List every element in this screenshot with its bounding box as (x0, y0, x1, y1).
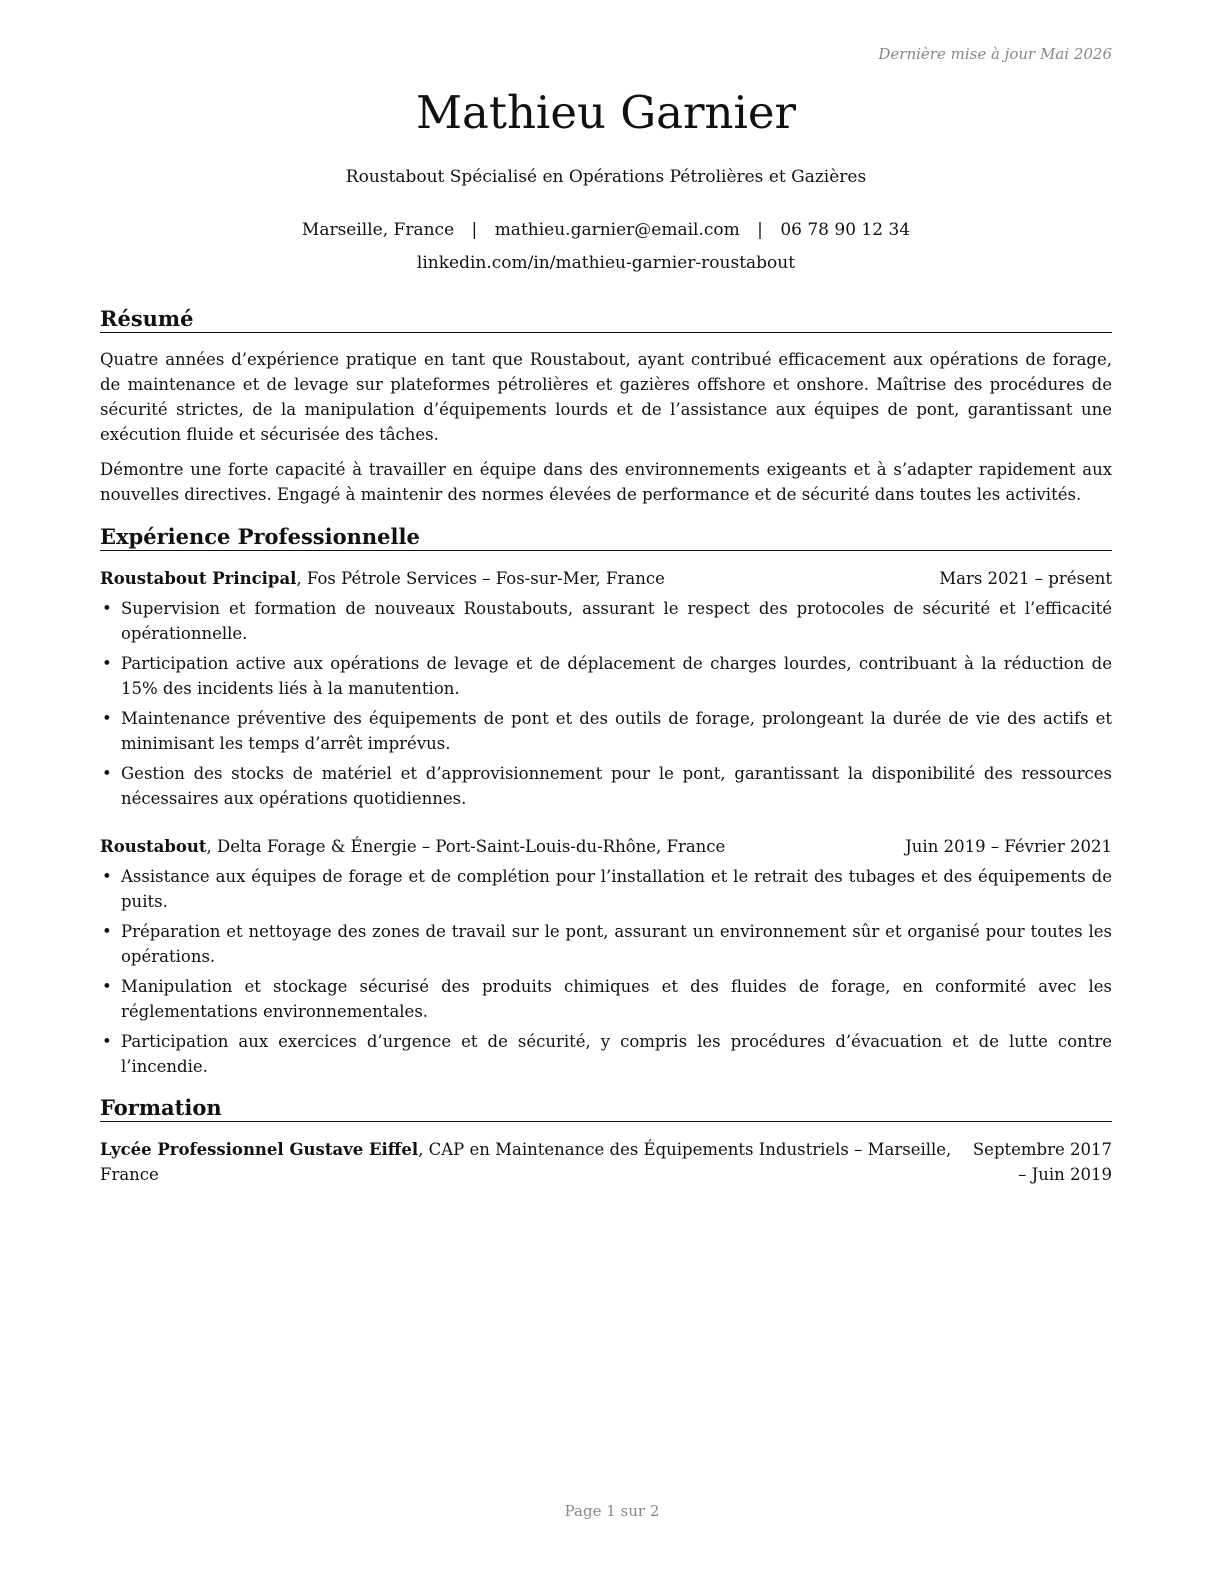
separator: | (471, 220, 478, 240)
bullet-text: Préparation et nettoyage des zones de travail sur le pont, assurant un environnement sûr et organisé pour toutes les opérations. (121, 922, 1112, 966)
job-header (100, 566, 1112, 591)
school-name: Lycée Professionnel Gustave Eiffel (100, 1140, 419, 1159)
list-item (100, 706, 1112, 756)
job-dates: Juin 2019 – Février 2021 (905, 837, 1112, 856)
job-role: Roustabout (100, 837, 207, 856)
summary-paragraph: Quatre années d’expérience pratique en tant que Roustabout, ayant contribué efficacement aux opérations de forage, de maintenance et de levage sur plateformes pétrolières et gazières offshore et onshore. Maîtrise des procédures de sécurité strictes, de la manipulation d’équipements lourds et de l’assistance aux équipes de pont, garantissant une exécution fluide et sécurisée des tâches. (100, 350, 1112, 444)
section-title-summary: Résumé (100, 306, 1112, 333)
bullet-icon: • (102, 1032, 112, 1051)
job-title: Roustabout Spécialisé en Opérations Pétrolières et Gazières (345, 167, 867, 187)
bullet-text: Gestion des stocks de matériel et d’approvisionnement pour le pont, garantissant la disponibilité des ressources nécessaires aux opérations quotidiennes. (121, 764, 1112, 808)
list-item (100, 864, 1112, 914)
job-company: , Fos Pétrole Services – Fos-sur-Mer, France (296, 569, 665, 588)
bullet-icon: • (102, 599, 112, 618)
section-title-experience: Expérience Professionnelle (100, 524, 1112, 551)
bullet-text: Manipulation et stockage sécurisé des produits chimiques et des fluides de forage, en conformité avec les réglementations environnementales. (121, 977, 1112, 1021)
phone: 06 78 90 12 34 (780, 220, 911, 240)
separator: | (757, 220, 763, 240)
bullet-icon: • (102, 654, 112, 673)
job-bullets (100, 596, 1112, 816)
education-details (100, 1137, 980, 1187)
list-item (100, 1029, 1112, 1079)
bullet-text: Maintenance préventive des équipements de pont et des outils de forage, prolongeant la durée de vie des actifs et minimisant les temps d’arrêt imprévus. (121, 709, 1112, 753)
bullet-icon: • (102, 764, 112, 783)
job-dates: Mars 2021 – présent (939, 569, 1112, 588)
candidate-name: Mathieu Garnier (415, 86, 797, 139)
education-entry (100, 1137, 1112, 1187)
linkedin-link[interactable]: linkedin.com/in/mathieu-garnier-roustabout (416, 253, 796, 273)
summary-paragraph: Démontre une forte capacité à travailler en équipe dans des environnements exigeants et à s’adapter rapidement aux nouvelles directives. Engagé à maintenir des normes élevées de performance et de sécurité dans toutes les activités. (100, 460, 1112, 504)
page-number: Page 1 sur 2 (564, 1502, 660, 1520)
bullet-text: Assistance aux équipes de forage et de complétion pour l’installation et le retrait des tubages et des équipements de puits. (121, 867, 1112, 911)
bullet-icon: • (102, 709, 112, 728)
job-role: Roustabout Principal (100, 569, 297, 588)
bullet-text: Participation active aux opérations de levage et de déplacement de charges lourdes, contribuant à la réduction de 15% des incidents liés à la manutention. (121, 654, 1112, 698)
list-item (100, 596, 1112, 646)
last-updated: Dernière mise à jour Mai 2026 (878, 45, 1112, 63)
list-item (100, 651, 1112, 701)
bullet-text: Participation aux exercices d’urgence et de sécurité, y compris les procédures d’évacuation et de lutte contre l’incendie. (121, 1032, 1112, 1076)
bullet-icon: • (102, 867, 112, 886)
contact-line (100, 220, 1112, 240)
list-item (100, 919, 1112, 969)
list-item (100, 761, 1112, 811)
bullet-icon: • (102, 977, 112, 996)
section-title-education: Formation (100, 1095, 1112, 1122)
degree: , CAP en Maintenance des Équipements Industriels – Marseille, France (100, 1140, 952, 1184)
bullet-text: Supervision et formation de nouveaux Roustabouts, assurant le respect des protocoles de sécurité et l’efficacité opérationnelle. (121, 599, 1112, 643)
bullet-icon: • (102, 922, 112, 941)
location: Marseille, France (301, 220, 455, 240)
list-item (100, 974, 1112, 1024)
job-company: , Delta Forage & Énergie – Port-Saint-Louis-du-Rhône, France (206, 837, 726, 856)
education-dates: Septembre 2017 – Juin 2019 (972, 1140, 1112, 1184)
email[interactable]: mathieu.garnier@email.com (494, 220, 740, 240)
job-header (100, 834, 1112, 859)
job-bullets (100, 864, 1112, 1084)
